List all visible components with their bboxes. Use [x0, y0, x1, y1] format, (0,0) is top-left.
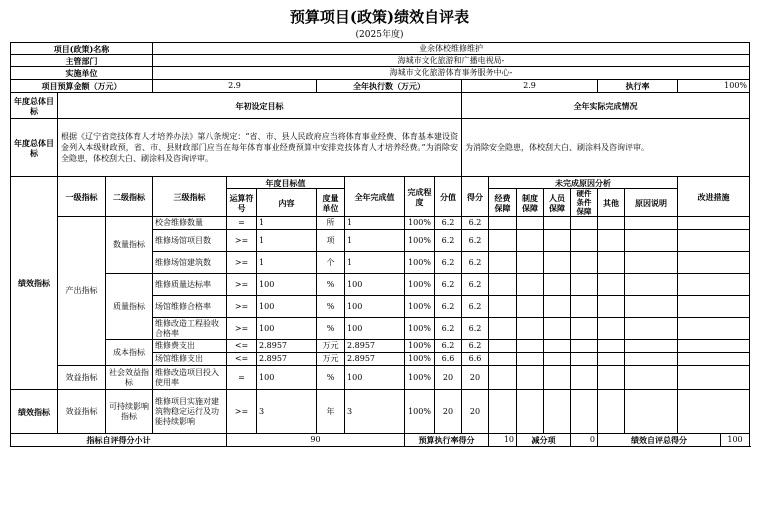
- reasons-header: 未完成原因分析: [489, 177, 678, 189]
- indicator-unit: %: [317, 296, 345, 318]
- group-benefit: 效益指标: [58, 366, 106, 390]
- indicator-degree: 100%: [405, 252, 435, 274]
- degree-header: 完成程度: [405, 177, 435, 217]
- score-header: 得分: [462, 177, 489, 217]
- indicator-full: 6.2: [435, 296, 462, 318]
- indicator-name: 校舍维修数量: [153, 217, 227, 230]
- indicator-done: 100: [345, 296, 405, 318]
- exec-score-label: 预算执行率得分: [405, 434, 489, 447]
- unit-header: 度量单位: [317, 189, 345, 217]
- op-header: 运算符号: [227, 189, 257, 217]
- indicator-full: 20: [435, 366, 462, 390]
- execution-rate: 100%: [678, 80, 750, 93]
- dept-value: 海城市文化旅游和广播电视局-: [153, 55, 750, 67]
- initial-goal-header: 年初设定目标: [58, 93, 462, 119]
- project-name: 业余体校维修维护: [153, 43, 750, 55]
- indicator-full: 6.2: [435, 274, 462, 296]
- indicator-score: 6.2: [462, 217, 489, 230]
- content-header: 内容: [257, 189, 317, 217]
- group-quantity: 数量指标: [106, 217, 153, 274]
- indicator-op: <=: [227, 353, 257, 366]
- reason-funding-header: 经费保障: [489, 189, 517, 217]
- indicator-unit: 所: [317, 217, 345, 230]
- evaluation-table-bottom: [10, 389, 750, 447]
- indicator-unit: %: [317, 366, 345, 390]
- indicator-degree: 100%: [405, 366, 435, 390]
- annual-target-header: 年度目标值: [227, 177, 345, 189]
- indicator-unit: 万元: [317, 353, 345, 366]
- measures-header: 改进措施: [678, 177, 750, 217]
- indicator-content: 3: [257, 390, 317, 434]
- indicator-score: 6.2: [462, 296, 489, 318]
- indicator-done: 1: [345, 252, 405, 274]
- budget-amount: 2.9: [153, 80, 317, 93]
- indicator-op: =: [227, 217, 257, 230]
- indicator-full: 6.6: [435, 353, 462, 366]
- indicator-name: 维修改造工程验收合格率: [153, 318, 227, 340]
- indicator-content: 2.8957: [257, 353, 317, 366]
- form-title: 预算项目(政策)绩效自评表: [289, 8, 470, 26]
- indicator-full: 6.2: [435, 230, 462, 252]
- indicator-unit: 项: [317, 230, 345, 252]
- indicator-unit: 年: [317, 390, 345, 434]
- indicator-op: >=: [227, 274, 257, 296]
- indicator-op: <=: [227, 340, 257, 353]
- indicator-done: 1: [345, 230, 405, 252]
- indicator-content: 100: [257, 318, 317, 340]
- reason-other-header: 其他: [598, 189, 625, 217]
- execution-rate-label: 执行率: [598, 80, 678, 93]
- indicator-done: 2.8957: [345, 353, 405, 366]
- level1-header: 一级指标: [58, 177, 106, 217]
- indicator-score: 6.2: [462, 318, 489, 340]
- indicator-degree: 100%: [405, 274, 435, 296]
- group-sustain: 可持续影响指标: [106, 390, 153, 434]
- actual-goal-text: 为消除安全隐患，体校刮大白、刷涂料及咨询评审。: [462, 119, 750, 177]
- indicator-op: >=: [227, 390, 257, 434]
- subtotal-label: 指标自评得分小计: [11, 434, 227, 447]
- actual-goal-header: 全年实际完成情况: [462, 93, 750, 119]
- indicator-done: 100: [345, 318, 405, 340]
- indicator-score: 6.2: [462, 252, 489, 274]
- subtotal-value: 90: [227, 434, 405, 447]
- exec-score-value: 10: [489, 434, 517, 447]
- performance-section-label: 绩效指标: [11, 177, 58, 390]
- indicator-op: =: [227, 366, 257, 390]
- indicator-done: 100: [345, 274, 405, 296]
- indicator-unit: 万元: [317, 340, 345, 353]
- indicator-content: 100: [257, 274, 317, 296]
- indicator-content: 1: [257, 217, 317, 230]
- indicator-name: 维修费支出: [153, 340, 227, 353]
- indicator-score: 6.2: [462, 230, 489, 252]
- indicator-degree: 100%: [405, 230, 435, 252]
- indicator-op: >=: [227, 230, 257, 252]
- indicator-content: 100: [257, 296, 317, 318]
- group-social: 社会效益指标: [106, 366, 153, 390]
- group-benefit-2: 效益指标: [58, 390, 106, 434]
- unit-value: 海城市文化旅游体育事务服务中心-: [153, 67, 750, 80]
- indicator-score: 6.6: [462, 353, 489, 366]
- unit-label: 实施单位: [11, 67, 153, 80]
- performance-section-label-2: 绩效指标: [11, 390, 58, 434]
- evaluation-table: [10, 42, 750, 390]
- indicator-degree: 100%: [405, 353, 435, 366]
- indicator-full: 6.2: [435, 340, 462, 353]
- reason-staff-header: 人员保障: [544, 189, 571, 217]
- indicator-content: 100: [257, 366, 317, 390]
- indicator-content: 2.8957: [257, 340, 317, 353]
- indicator-full: 20: [435, 390, 462, 434]
- form-year: (2025年度): [355, 30, 404, 40]
- indicator-score: 20: [462, 366, 489, 390]
- indicator-name: 维修质量达标率: [153, 274, 227, 296]
- dept-label: 主管部门: [11, 55, 153, 67]
- goals-row-label: 年度总体目标: [11, 119, 58, 177]
- indicator-score: 6.2: [462, 274, 489, 296]
- indicator-name: 维修场馆建筑数: [153, 252, 227, 274]
- indicator-name: 场馆维修合格率: [153, 296, 227, 318]
- deduct-label: 减分项: [517, 434, 571, 447]
- project-name-label: 项目(政策)名称: [11, 43, 153, 55]
- indicator-unit: %: [317, 274, 345, 296]
- indicator-full: 6.2: [435, 217, 462, 230]
- indicator-name: 场馆维修支出: [153, 353, 227, 366]
- indicator-full: 6.2: [435, 318, 462, 340]
- indicator-degree: 100%: [405, 217, 435, 230]
- indicator-degree: 100%: [405, 296, 435, 318]
- indicator-degree: 100%: [405, 340, 435, 353]
- reason-hardware-header: 硬件条件保障: [571, 189, 598, 217]
- indicator-unit: %: [317, 318, 345, 340]
- indicator-done: 2.8957: [345, 340, 405, 353]
- group-cost: 成本指标: [106, 340, 153, 366]
- budget-executed: 2.9: [462, 80, 598, 93]
- indicator-name: 维修改造项目投入使用率: [153, 366, 227, 390]
- indicator-op: >=: [227, 252, 257, 274]
- reason-system-header: 制度保障: [517, 189, 544, 217]
- level2-header: 二级指标: [106, 177, 153, 217]
- indicator-content: 1: [257, 230, 317, 252]
- budget-executed-label: 全年执行数（万元）: [317, 80, 462, 93]
- indicator-name: 维修场馆项目数: [153, 230, 227, 252]
- indicator-unit: 个: [317, 252, 345, 274]
- indicator-name: 维修项目实施对建筑物稳定运行及功能持续影响: [153, 390, 227, 434]
- indicator-score: 20: [462, 390, 489, 434]
- indicator-done: 3: [345, 390, 405, 434]
- reason-note-header: 原因说明: [625, 189, 678, 217]
- indicator-op: >=: [227, 318, 257, 340]
- total-score-value: 100: [721, 434, 750, 447]
- indicator-done: 100: [345, 366, 405, 390]
- indicator-score: 6.2: [462, 340, 489, 353]
- indicator-degree: 100%: [405, 390, 435, 434]
- completed-header: 全年完成值: [345, 177, 405, 217]
- indicator-content: 1: [257, 252, 317, 274]
- goals-row-label-top: 年度总体目标: [11, 93, 58, 119]
- indicator-op: >=: [227, 296, 257, 318]
- group-output: 产出指标: [58, 217, 106, 366]
- level3-header: 三级指标: [153, 177, 227, 217]
- indicator-degree: 100%: [405, 318, 435, 340]
- total-score-label: 绩效自评总得分: [598, 434, 721, 447]
- deduct-value: 0: [571, 434, 598, 447]
- group-quality: 质量指标: [106, 274, 153, 340]
- score-full-header: 分值: [435, 177, 462, 217]
- indicator-done: 1: [345, 217, 405, 230]
- initial-goal-text: 根据《辽宁省竞技体育人才培养办法》第八条规定：“省、市、县人民政府应当将体育事业经费、体育基本建设资金列入本级财政预，省、市、县财政部门应当在每年体育事业经费预算中安排竞技体育人才培养经费。”为消除安全隐患，体校刮大白、刷涂料及咨询评审。: [58, 119, 462, 177]
- budget-amount-label: 项目预算金额（万元）: [11, 80, 153, 93]
- indicator-full: 6.2: [435, 252, 462, 274]
